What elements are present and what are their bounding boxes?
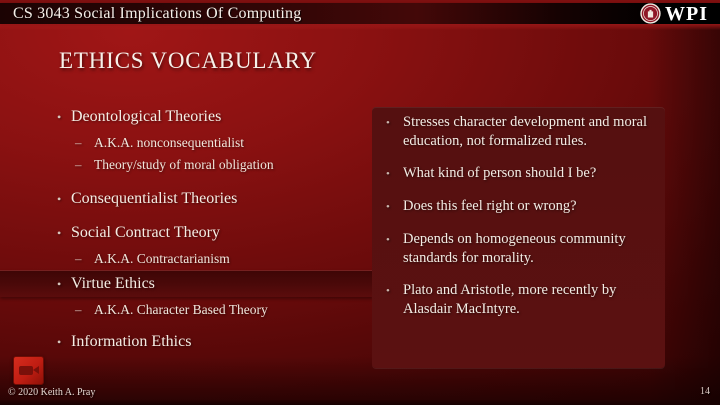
list-subitem-row — [0, 132, 373, 154]
camera-icon-lens — [33, 366, 39, 374]
list-item-label: Consequentialist Theories — [71, 190, 238, 207]
bullet-icon: • — [57, 110, 62, 124]
panel-bullet-text: What kind of person should I be? — [403, 165, 597, 181]
bullet-icon: • — [57, 335, 62, 349]
list-item-label: Deontological Theories — [71, 108, 222, 125]
bullet-icon: • — [386, 201, 390, 213]
list-item — [0, 220, 373, 270]
left-bullet-list — [0, 104, 373, 355]
list-item-row — [0, 220, 373, 246]
bottom-edge-bar — [0, 400, 720, 405]
header-bar — [0, 3, 720, 24]
panel-bullet-row — [386, 281, 653, 319]
panel-bullet-text: Plato and Aristotle, more recently by Alasdair MacIntyre. — [403, 282, 617, 317]
list-item-row — [0, 186, 373, 212]
panel-bullet-text: Does this feel right or wrong? — [403, 198, 577, 214]
bullet-icon: • — [386, 234, 390, 246]
panel-bullet-row — [386, 164, 653, 184]
course-title: CS 3043 Social Implications Of Computing — [13, 5, 302, 22]
list-item-row-highlighted — [0, 270, 373, 297]
panel-bullet-row — [386, 197, 653, 217]
list-item-label: Information Ethics — [71, 333, 192, 350]
sub-bullet-icon: – — [75, 135, 82, 150]
camera-icon — [13, 356, 44, 385]
bullet-icon: • — [57, 226, 62, 240]
list-subitem-label: A.K.A. Character Based Theory — [94, 302, 268, 317]
list-subitem-label: A.K.A. nonconsequentialist — [94, 135, 244, 150]
bullet-icon: • — [57, 277, 62, 291]
panel-bullet-text: Stresses character development and moral education, not formalized rules. — [403, 114, 647, 149]
bullet-icon: • — [386, 117, 390, 129]
list-subitem-label: Theory/study of moral obligation — [94, 157, 274, 172]
bullet-icon: • — [386, 285, 390, 297]
slide-title: ETHICS VOCABULARY — [59, 48, 317, 73]
sub-bullet-icon: – — [75, 251, 82, 266]
panel-bullet-text: Depends on homogeneous community standards for morality. — [403, 231, 626, 266]
list-subitem-row — [0, 299, 373, 321]
list-item-row — [0, 104, 373, 130]
camera-icon-body — [19, 366, 33, 375]
bullet-icon: • — [57, 192, 62, 206]
detail-panel — [372, 107, 665, 368]
panel-bullet-row — [386, 113, 653, 151]
wpi-logo-text: WPI — [665, 2, 708, 25]
list-subitem-row — [0, 154, 373, 176]
list-item — [0, 104, 373, 176]
list-item — [0, 329, 373, 355]
header-under-strip — [0, 24, 720, 30]
list-item-label: Virtue Ethics — [71, 275, 155, 292]
bullet-icon: • — [386, 168, 390, 180]
wpi-seal-icon — [640, 3, 661, 24]
page-number: 14 — [700, 386, 710, 397]
list-item — [0, 270, 373, 321]
sub-bullet-icon: – — [75, 157, 82, 172]
panel-bullet-row — [386, 230, 653, 268]
sub-bullet-icon: – — [75, 302, 82, 317]
list-item-row — [0, 329, 373, 355]
list-item — [0, 186, 373, 212]
wpi-logo — [636, 2, 712, 25]
copyright-text: © 2020 Keith A. Pray — [8, 387, 96, 398]
list-subitem-row — [0, 248, 373, 270]
list-item-label: Social Contract Theory — [71, 224, 220, 241]
list-subitem-label: A.K.A. Contractarianism — [94, 251, 230, 266]
